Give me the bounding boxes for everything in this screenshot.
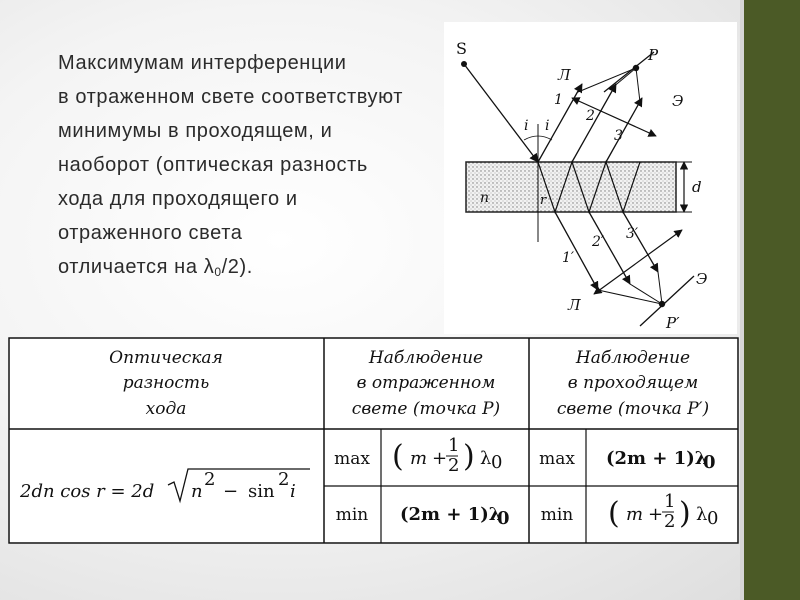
frac-den: 2 (664, 511, 676, 532)
formula-left: 2dn cos r = 2d (20, 481, 155, 502)
label-screen-bottom: Э (696, 270, 708, 288)
text-line: отличается на (58, 256, 204, 278)
header-col3-line3: свете (точка P′) (556, 399, 710, 419)
two-m-plus-one: (2m + 1)λ (606, 448, 708, 469)
text-line: хода для проходящего и (58, 188, 298, 210)
lambda: λ (696, 504, 708, 525)
label-screen-top: Э (672, 92, 684, 110)
label-thickness-d: d (692, 178, 702, 196)
row2-transmitted-value (608, 491, 718, 532)
header-col1-line3: хода (145, 399, 187, 419)
var-m: m (410, 448, 428, 469)
formula-minus: − (223, 481, 239, 502)
lambda-sub: 0 (491, 452, 503, 473)
lambda-suffix: /2). (221, 256, 253, 278)
row1-reflected-value (392, 435, 502, 476)
reflected-ray-3 (606, 98, 642, 162)
converge-line-4 (598, 290, 662, 304)
row2-transmitted-label: min (540, 505, 574, 525)
label-ray-2: 2 (586, 108, 595, 124)
paren-close: ) (679, 496, 691, 531)
frac-num: 1 (448, 435, 460, 456)
label-angle-i-left: i (524, 118, 529, 134)
lambda: λ (480, 448, 492, 469)
row1-transmitted-value (606, 448, 716, 473)
header-col3-line1: Наблюдение (575, 348, 691, 368)
label-lens-top: Л (558, 66, 571, 84)
header-col2-line1: Наблюдение (368, 348, 484, 368)
row1-reflected-label: max (334, 449, 370, 469)
header-col1-line2: разность (122, 373, 210, 393)
converge-line-3 (636, 68, 640, 102)
label-ray-1: 1 (554, 92, 563, 108)
paren-open: ( (392, 439, 404, 474)
lambda-symbol: λ (203, 256, 215, 278)
converge-line-2 (612, 68, 636, 88)
text-line: минимумы в проходящем, и (58, 120, 333, 142)
formula-n: n (191, 481, 203, 502)
lambda-sub: 0 (703, 452, 716, 473)
diagram-svg (444, 22, 737, 334)
transmitted-ray-3 (623, 212, 658, 272)
label-ray-3: 3 (614, 128, 623, 144)
var-m: m (626, 504, 644, 525)
paren-open: ( (608, 496, 620, 531)
label-refraction-r: r (540, 193, 547, 208)
formula-n-exp: 2 (204, 469, 216, 490)
header-col3-line2: в проходящем (567, 373, 699, 393)
text-line: Максимумам интерференции (58, 52, 347, 74)
label-point-p: P (648, 46, 659, 64)
header-col2-line3: свете (точка P) (351, 399, 501, 419)
path-difference-formula (19, 469, 310, 502)
row1-transmitted-label: max (539, 449, 575, 469)
two-m-plus-one: (2m + 1)λ (400, 504, 502, 525)
label-ray-1-prime: 1′ (562, 250, 575, 266)
formula-angle: i (290, 481, 296, 502)
label-lens-bottom: Л (568, 296, 581, 314)
plus-sign: + (432, 448, 448, 469)
text-line-last (58, 250, 448, 284)
thin-film-interference-diagram (444, 22, 737, 334)
film-layer (466, 162, 676, 212)
incident-ray (464, 64, 538, 162)
converge-line-6 (658, 272, 662, 304)
formula-sin-exp: 2 (278, 469, 290, 490)
plus-sign: + (648, 504, 664, 525)
table-svg (8, 337, 739, 544)
text-line: наоборот (оптическая разность (58, 154, 368, 176)
text-line: отраженного света (58, 222, 243, 244)
explanation-text (58, 46, 448, 296)
frac-num: 1 (664, 491, 676, 512)
frac-den: 2 (448, 455, 460, 476)
header-col2-line2: в отраженном (356, 373, 496, 393)
conditions-table (8, 337, 739, 544)
row2-reflected-value (400, 504, 510, 529)
lambda-sub: 0 (497, 508, 510, 529)
converge-line-1 (578, 68, 636, 92)
paren-close: ) (463, 439, 475, 474)
header-col1-line1: Оптическая (109, 348, 223, 368)
row2-reflected-label: min (335, 505, 369, 525)
screen-top (604, 52, 654, 92)
lambda-subscript: 0 (214, 265, 222, 279)
label-point-p-prime: P′ (666, 314, 680, 332)
decorative-side-bar (740, 0, 800, 600)
side-bar-edge (740, 0, 744, 600)
label-source: S (456, 39, 467, 58)
label-ray-3-prime: 3′ (626, 226, 639, 242)
label-angle-i-right: i (545, 118, 550, 134)
text-line: в отраженном свете соответствуют (58, 86, 404, 108)
lambda-sub: 0 (707, 508, 719, 529)
formula-sin: sin (248, 481, 275, 502)
label-ray-2-prime: 2′ (592, 234, 605, 250)
label-index-n: n (480, 190, 490, 206)
